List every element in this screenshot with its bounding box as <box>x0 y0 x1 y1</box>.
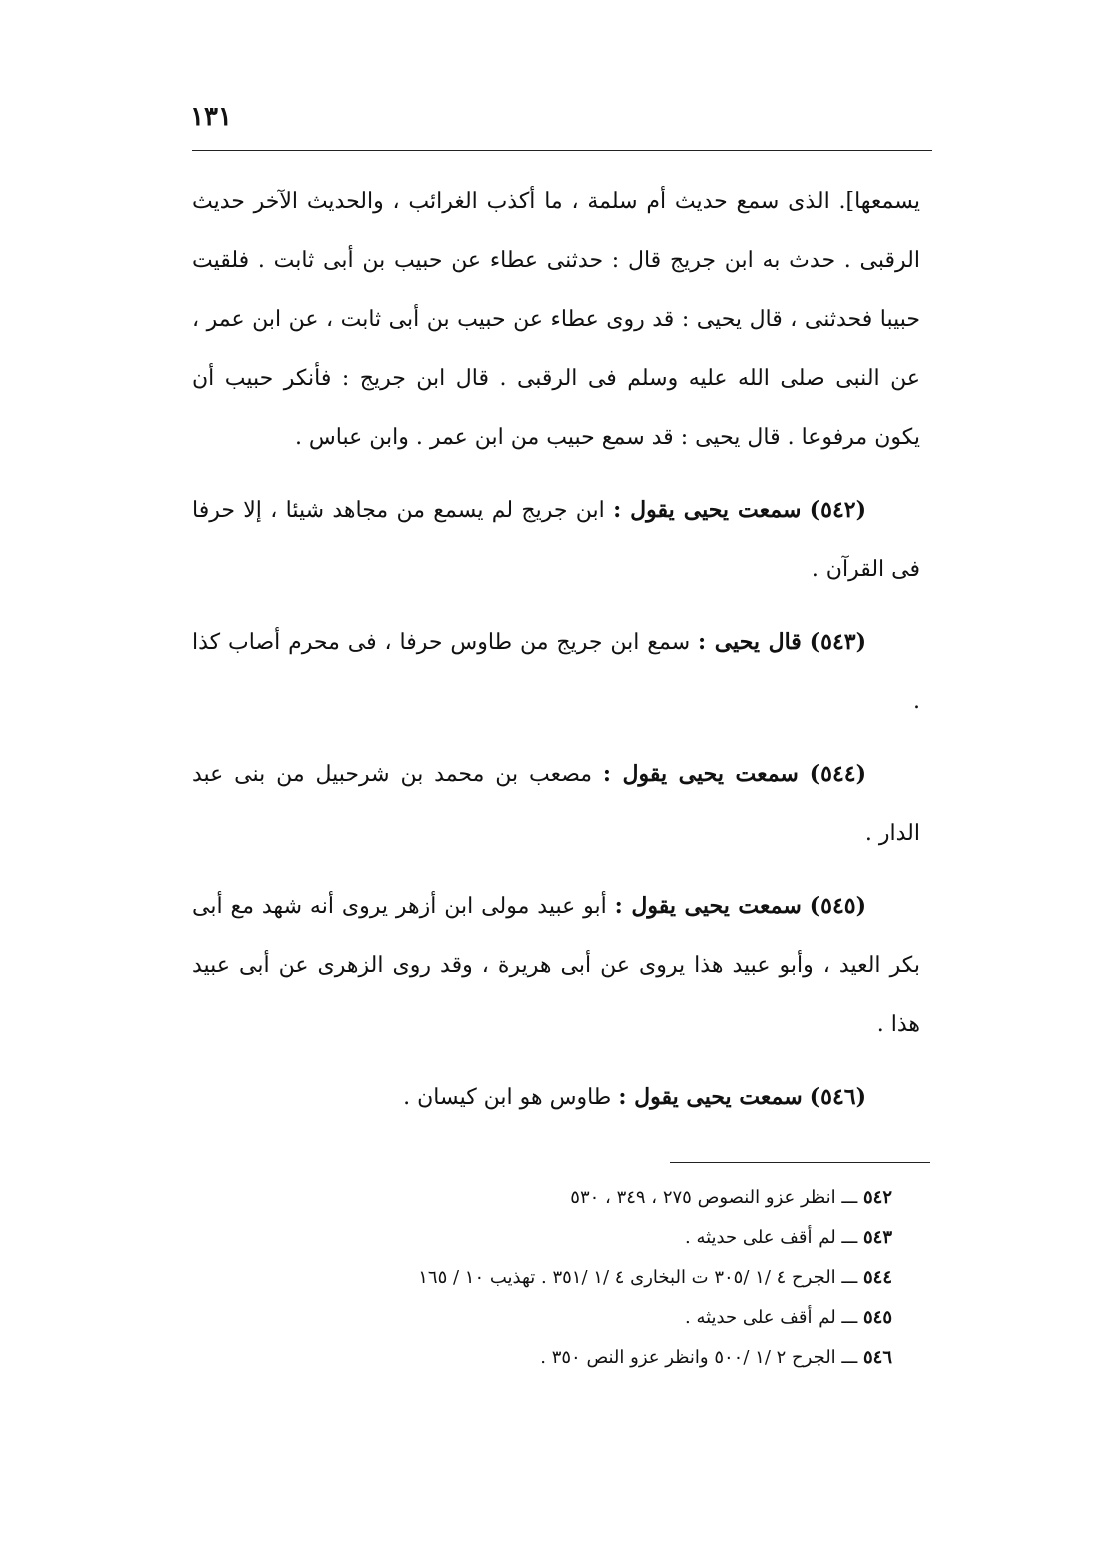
paragraph-number: (٥٤٤) <box>809 761 867 787</box>
paragraph-542 <box>192 481 920 599</box>
paragraph-text: ابن جريج لم يسمع من مجاهد شيئا ، إلا حرفا فى القرآن . <box>192 498 920 582</box>
footnote-number: ٥٤٤ <box>862 1267 892 1288</box>
paragraph-lead: سمعت يحيى يقول : <box>602 761 799 787</box>
footnote-dash: ـــ <box>841 1267 858 1288</box>
footnote-number: ٥٤٣ <box>862 1227 892 1248</box>
paragraph-lead: قال يحيى : <box>698 629 802 655</box>
footnote-number: ٥٤٦ <box>862 1347 892 1368</box>
paragraph-text: مصعب بن محمد بن شرحبيل من بنى عبد الدار . <box>192 762 920 846</box>
footnote-545 <box>192 1298 892 1338</box>
footnote-text: لم أقف على حديثه . <box>685 1307 836 1328</box>
paragraph-number: (٥٤٢) <box>809 497 866 523</box>
main-text <box>192 172 920 1127</box>
footnote-text: الجرح ٤ /١ /٣٠٥ ت البخارى ٤ /١ /٣٥١ . تهذيب ١٠ / ١٦٥ <box>418 1267 836 1288</box>
paragraph-lead: سمعت يحيى يقول : <box>618 1084 803 1110</box>
page-number: ١٣١ <box>190 102 232 132</box>
paragraph-lead: سمعت يحيى يقول : <box>614 893 802 919</box>
paragraph-545 <box>192 877 920 1054</box>
footnote-text: انظر عزو النصوص ٢٧٥ ، ٣٤٩ ، ٥٣٠ <box>570 1187 836 1208</box>
paragraph-number: (٥٤٦) <box>809 1084 866 1110</box>
paragraph-text: سمع ابن جريج من طاوس حرفا ، فى محرم أصاب كذا . <box>192 630 920 714</box>
paragraph-text: طاوس هو ابن كيسان . <box>403 1085 612 1110</box>
paragraph-continuation <box>192 172 920 467</box>
footnote-544 <box>192 1258 892 1298</box>
footnote-divider <box>670 1162 930 1163</box>
paragraph-544 <box>192 745 920 863</box>
footnote-542 <box>192 1178 892 1218</box>
paragraph-number: (٥٤٣) <box>809 629 866 655</box>
footnote-dash: ـــ <box>841 1307 858 1328</box>
footnote-dash: ـــ <box>841 1347 858 1368</box>
footnotes <box>192 1178 892 1378</box>
paragraph-lead: سمعت يحيى يقول : <box>613 497 802 523</box>
footnote-dash: ـــ <box>841 1227 858 1248</box>
paragraph-text: يسمعها]. الذى سمع حديث أم سلمة ، ما أكذب الغرائب ، والحديث الآخر حديث الرقبى . حدث به ابن جريج قال : حدثنى عطاء عن حبيب بن أبى ثابت . فلقيت حبيبا فحدثنى ، قال يحيى : قد روى عطاء عن حبيب بن أبى ثابت ، عن ابن عمر ، عن النبى صلى الله عليه وسلم فى الرقبى . قال ابن جريج : فأنكر حبيب أن يكون مرفوعا . قال يحيى : قد سمع حبيب من ابن عمر . وابن عباس . <box>192 189 920 450</box>
footnote-text: الجرح ٢ /١ /٥٠٠ وانظر عزو النص ٣٥٠ . <box>540 1347 836 1368</box>
footnote-text: لم أقف على حديثه . <box>685 1227 836 1248</box>
footnote-number: ٥٤٢ <box>862 1187 892 1208</box>
paragraph-546 <box>192 1068 920 1127</box>
paragraph-number: (٥٤٥) <box>809 893 866 919</box>
footnote-546 <box>192 1338 892 1378</box>
paragraph-543 <box>192 613 920 731</box>
header-divider <box>192 150 932 151</box>
footnote-543 <box>192 1218 892 1258</box>
footnote-number: ٥٤٥ <box>862 1307 892 1328</box>
paragraph-text: أبو عبيد مولى ابن أزهر يروى أنه شهد مع أبى بكر العيد ، وأبو عبيد هذا يروى عن أبى هريرة ، وقد روى الزهرى عن أبى عبيد هذا . <box>192 894 920 1037</box>
footnote-dash: ـــ <box>841 1187 858 1208</box>
